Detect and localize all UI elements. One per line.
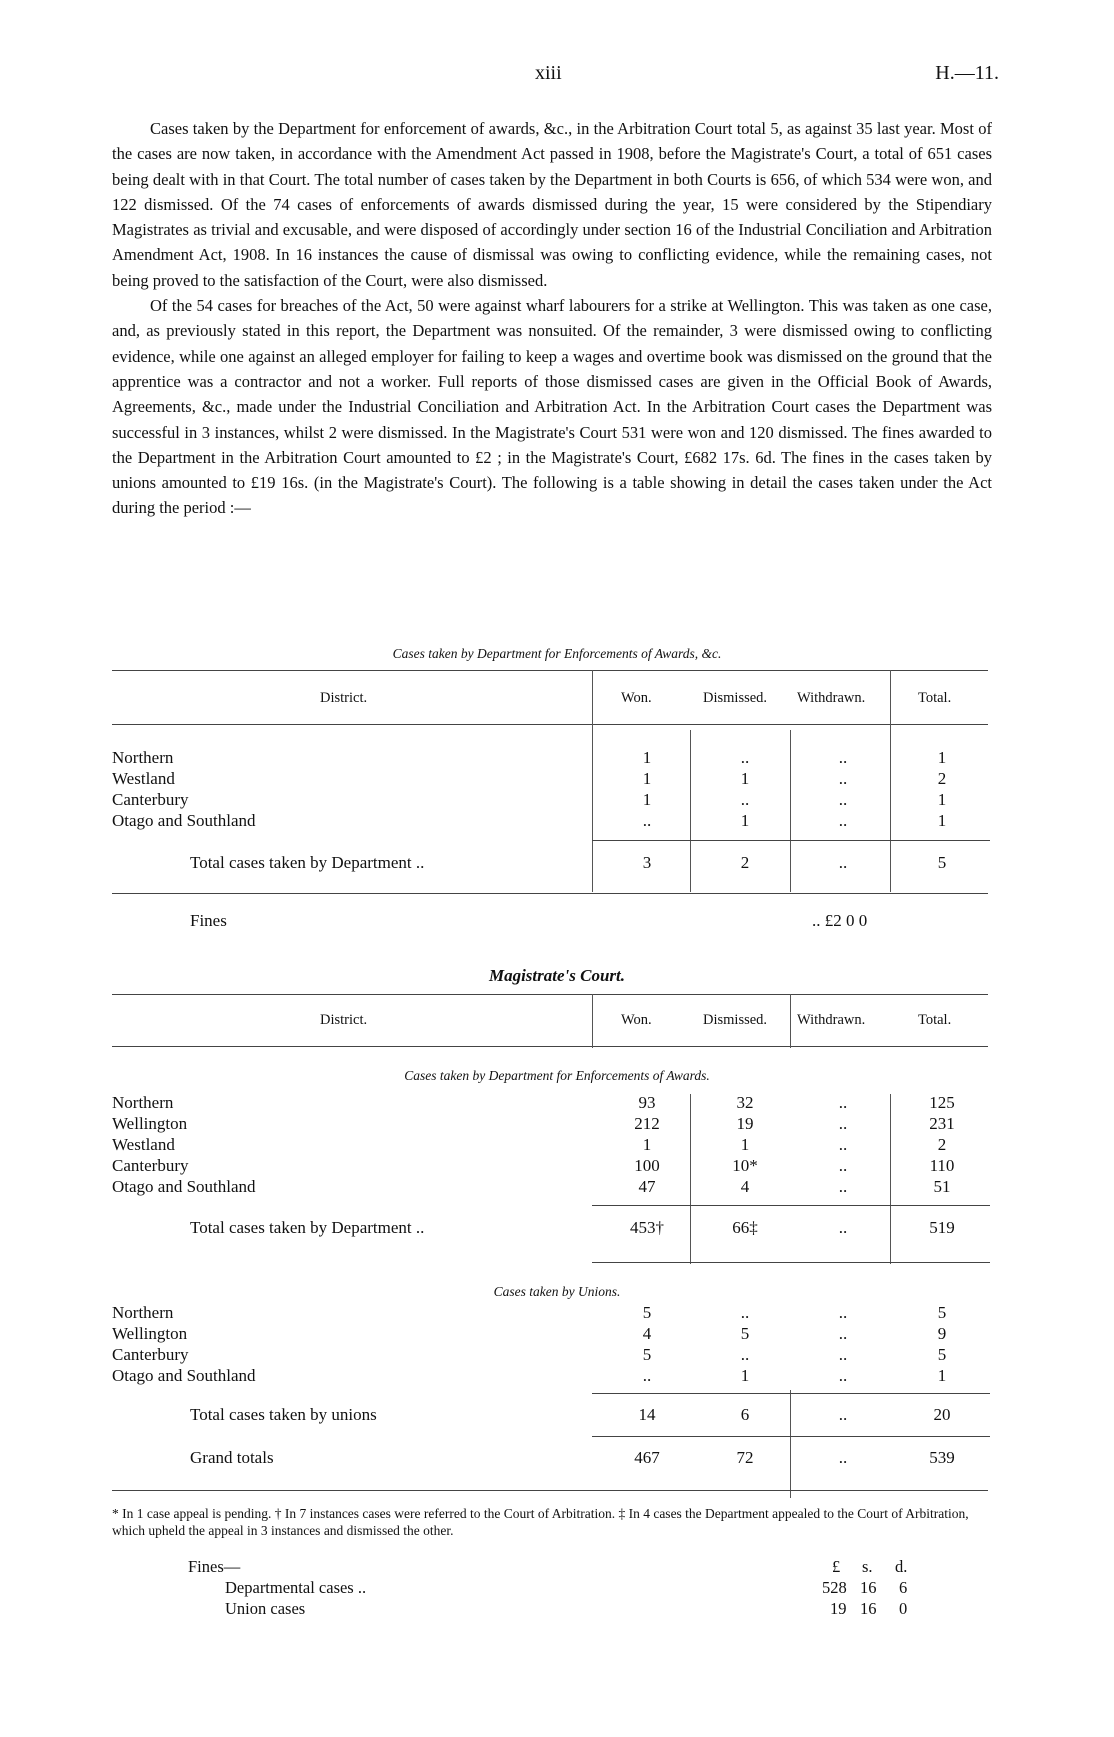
- cell-total: 1: [937, 748, 947, 767]
- col-won: Won.: [621, 1012, 652, 1028]
- cell-total: 1: [937, 1366, 947, 1385]
- cell-dismissed: 10*: [732, 1156, 758, 1175]
- cell-dismissed: 5: [740, 1324, 750, 1343]
- fines-pounds: 19: [830, 1599, 847, 1618]
- district-name: Wellington: [112, 1114, 188, 1133]
- district-name: Otago and Southland: [112, 1366, 256, 1385]
- cell-withdrawn: ..: [838, 1218, 848, 1237]
- cell-withdrawn: ..: [838, 1156, 848, 1175]
- cell-dismissed: ..: [740, 1345, 750, 1364]
- cell-total: 110: [929, 1156, 955, 1175]
- grand-total-label: Grand totals: [190, 1448, 274, 1467]
- col-withdrawn: Withdrawn.: [797, 690, 866, 706]
- total-row: [112, 853, 988, 873]
- cell-total: 539: [929, 1448, 955, 1467]
- table-row: [112, 1135, 988, 1155]
- cell-withdrawn: ..: [838, 1448, 848, 1467]
- cell-withdrawn: ..: [838, 748, 848, 767]
- fines-pence: 6: [899, 1578, 908, 1597]
- fines-value: .. £2 0 0: [812, 911, 868, 930]
- fines-pounds: 528: [822, 1578, 847, 1597]
- district-name: Otago and Southland: [112, 811, 256, 830]
- district-name: Canterbury: [112, 790, 189, 809]
- cell-total: 5: [937, 1303, 947, 1322]
- unit-shillings: s.: [862, 1557, 873, 1576]
- table-row: [112, 1303, 988, 1323]
- cell-withdrawn: ..: [838, 1324, 848, 1343]
- cell-dismissed: 4: [740, 1177, 750, 1196]
- rule: [112, 670, 988, 671]
- district-name: Otago and Southland: [112, 1177, 256, 1196]
- rule: [592, 840, 990, 841]
- cell-dismissed: 1: [740, 769, 750, 788]
- cell-withdrawn: ..: [838, 1345, 848, 1364]
- cell-dismissed: ..: [740, 790, 750, 809]
- cell-dismissed: 2: [740, 853, 750, 872]
- column-divider: [790, 994, 791, 1048]
- district-name: Westland: [112, 1135, 175, 1154]
- cell-dismissed: ..: [740, 1303, 750, 1322]
- cell-withdrawn: ..: [838, 1135, 848, 1154]
- table-row: [112, 1114, 988, 1134]
- table-row: [112, 748, 988, 768]
- cell-dismissed: ..: [740, 748, 750, 767]
- cell-won: 5: [642, 1345, 652, 1364]
- cell-total: 5: [937, 1345, 947, 1364]
- cell-total: 20: [933, 1405, 951, 1424]
- cell-withdrawn: ..: [838, 1114, 848, 1133]
- rule: [592, 1205, 990, 1206]
- cell-withdrawn: ..: [838, 853, 848, 872]
- body-text: [112, 116, 992, 521]
- subsection-caption: Cases taken by Department for Enforcements of Awards.: [404, 1068, 710, 1083]
- col-total: Total.: [918, 1012, 952, 1028]
- cell-total: 5: [937, 853, 947, 872]
- rule: [112, 893, 988, 894]
- cell-won: 93: [638, 1093, 656, 1112]
- district-name: Northern: [112, 748, 174, 767]
- cell-won: 467: [634, 1448, 660, 1467]
- fines-shillings: 16: [860, 1578, 877, 1597]
- footnote: * In 1 case appeal is pending. † In 7 instances cases were referred to the Court of Arbitration. ‡ In 4 cases the Department appealed to the Court of Arbitration, which upheld the appeal in 3 instances and dismissed the other.: [112, 1506, 969, 1538]
- cell-dismissed: 66‡: [732, 1218, 758, 1237]
- cell-total: 1: [937, 811, 947, 830]
- rule: [112, 994, 988, 995]
- total-label: Total cases taken by Department ..: [190, 853, 425, 872]
- page-number: xiii: [535, 62, 562, 84]
- district-name: Canterbury: [112, 1345, 189, 1364]
- cell-won: 14: [638, 1405, 656, 1424]
- cell-won: 453†: [630, 1218, 664, 1237]
- cell-withdrawn: ..: [838, 1093, 848, 1112]
- cell-dismissed: 1: [740, 1366, 750, 1385]
- table-row: [112, 1177, 988, 1197]
- cell-won: 47: [638, 1177, 656, 1196]
- grand-total-row: [112, 1448, 988, 1468]
- table-row: [112, 811, 988, 831]
- col-total: Total.: [918, 690, 952, 706]
- table-row: [112, 1093, 988, 1113]
- cell-total: 231: [929, 1114, 955, 1133]
- cell-withdrawn: ..: [838, 769, 848, 788]
- cell-won: 1: [642, 769, 652, 788]
- rule: [112, 724, 988, 725]
- fines-item-label: Departmental cases ..: [225, 1578, 367, 1597]
- document-reference: H.—11.: [935, 62, 999, 84]
- district-name: Westland: [112, 769, 175, 788]
- total-row: [112, 1405, 988, 1425]
- cell-won: 3: [642, 853, 652, 872]
- cell-dismissed: 19: [736, 1114, 754, 1133]
- fines-shillings: 16: [860, 1599, 877, 1618]
- unit-pounds: £: [832, 1557, 841, 1576]
- cell-won: 4: [642, 1324, 652, 1343]
- cell-dismissed: 1: [740, 811, 750, 830]
- cell-won: 100: [634, 1156, 660, 1175]
- cell-withdrawn: ..: [838, 1405, 848, 1424]
- column-divider: [592, 994, 593, 1048]
- table-row: [112, 790, 988, 810]
- cell-total: 125: [929, 1093, 955, 1112]
- cell-withdrawn: ..: [838, 1366, 848, 1385]
- rule: [112, 1046, 988, 1047]
- cell-won: 212: [634, 1114, 660, 1133]
- table-row: [112, 1366, 988, 1386]
- table-row: [112, 1345, 988, 1365]
- rule: [592, 1262, 990, 1263]
- cell-total: 1: [937, 790, 947, 809]
- rule: [592, 1436, 990, 1437]
- cell-dismissed: 6: [740, 1405, 750, 1424]
- col-dismissed: Dismissed.: [703, 1012, 768, 1028]
- cell-won: ..: [642, 811, 652, 830]
- cell-won: ..: [642, 1366, 652, 1385]
- cell-won: 1: [642, 748, 652, 767]
- cell-won: 1: [642, 1135, 652, 1154]
- cell-total: 2: [937, 1135, 947, 1154]
- col-withdrawn: Withdrawn.: [797, 1012, 866, 1028]
- total-row: [112, 1218, 988, 1238]
- rule: [592, 1393, 990, 1394]
- cell-withdrawn: ..: [838, 1177, 848, 1196]
- table1-caption: Cases taken by Department for Enforcements of Awards, &c.: [392, 646, 722, 661]
- col-won: Won.: [621, 690, 652, 706]
- cell-withdrawn: ..: [838, 790, 848, 809]
- table2-caption: Magistrate's Court.: [488, 966, 626, 985]
- paragraph: Cases taken by the Department for enforcement of awards, &c., in the Arbitration Court total 5, as against 35 last year. Most of the cases are now taken, in accordance with the Amendment Act passed in 1908, before the Magistrate's Court, a total of 651 cases being dealt with in that Court. The total number of cases taken by the Department in both Courts is 656, of which 534 were won, and 122 dismissed. Of the 74 cases of enforcements of awards dismissed during the year, 15 were considered by the Stipendiary Magistrates as trivial and excusable, and were disposed of accordingly under section 16 of the Industrial Conciliation and Arbitration Amendment Act, 1908. In 16 instances the cause of dismissal was owing to conflicting evidence, while the remaining cases, not being proved to the satisfaction of the Court, were also dismissed.: [112, 119, 992, 290]
- cell-won: 1: [642, 790, 652, 809]
- table-row: [112, 769, 988, 789]
- fines-item-label: Union cases: [225, 1599, 306, 1618]
- district-name: Canterbury: [112, 1156, 189, 1175]
- total-label: Total cases taken by unions: [190, 1405, 377, 1424]
- cell-dismissed: 72: [736, 1448, 754, 1467]
- table-row: [112, 1324, 988, 1344]
- district-name: Wellington: [112, 1324, 188, 1343]
- col-dismissed: Dismissed.: [703, 690, 768, 706]
- cell-dismissed: 32: [736, 1093, 754, 1112]
- total-label: Total cases taken by Department ..: [190, 1218, 425, 1237]
- cell-won: 5: [642, 1303, 652, 1322]
- col-district: District.: [320, 1012, 368, 1028]
- district-name: Northern: [112, 1093, 174, 1112]
- fines-row: [112, 911, 988, 931]
- cell-total: 9: [937, 1324, 947, 1343]
- table-row: [112, 1156, 988, 1176]
- fines-label: Fines: [190, 911, 227, 930]
- rule: [112, 1490, 988, 1491]
- unit-pence: d.: [895, 1557, 908, 1576]
- subsection-caption: Cases taken by Unions.: [493, 1284, 621, 1299]
- paragraph: Of the 54 cases for breaches of the Act, 50 were against wharf labourers for a strike at Wellington. This was taken as one case, and, as previously stated in this report, the Department was nonsuited. Of the remainder, 3 were dismissed owing to conflicting evidence, while one against an alleged employer for failing to keep a wages and overtime book was dismissed on the ground that the apprentice was a contractor and not a worker. Full reports of those dismissed cases are given in the Official Book of Awards, Agreements, &c., made under the Industrial Conciliation and Arbitration Act. In the Arbitration Court cases the Department was successful in 3 instances, whilst 2 were dismissed. In the Magistrate's Court 531 were won and 120 dismissed. The fines awarded to the Department in the Arbitration Court amounted to £2 ; in the Magistrate's Court, £682 17s. 6d. The fines in the cases taken by unions amounted to £19 16s. (in the Magistrate's Court). The following is a table showing in detail the cases taken under the Act during the period :—: [112, 296, 992, 518]
- col-district: District.: [320, 690, 368, 706]
- page-header: [0, 62, 1114, 90]
- cell-total: 519: [929, 1218, 955, 1237]
- cell-withdrawn: ..: [838, 1303, 848, 1322]
- fines-heading: Fines—: [188, 1557, 241, 1576]
- cell-total: 51: [933, 1177, 951, 1196]
- district-name: Northern: [112, 1303, 174, 1322]
- cell-total: 2: [937, 769, 947, 788]
- cell-withdrawn: ..: [838, 811, 848, 830]
- fines-pence: 0: [899, 1599, 908, 1618]
- cell-dismissed: 1: [740, 1135, 750, 1154]
